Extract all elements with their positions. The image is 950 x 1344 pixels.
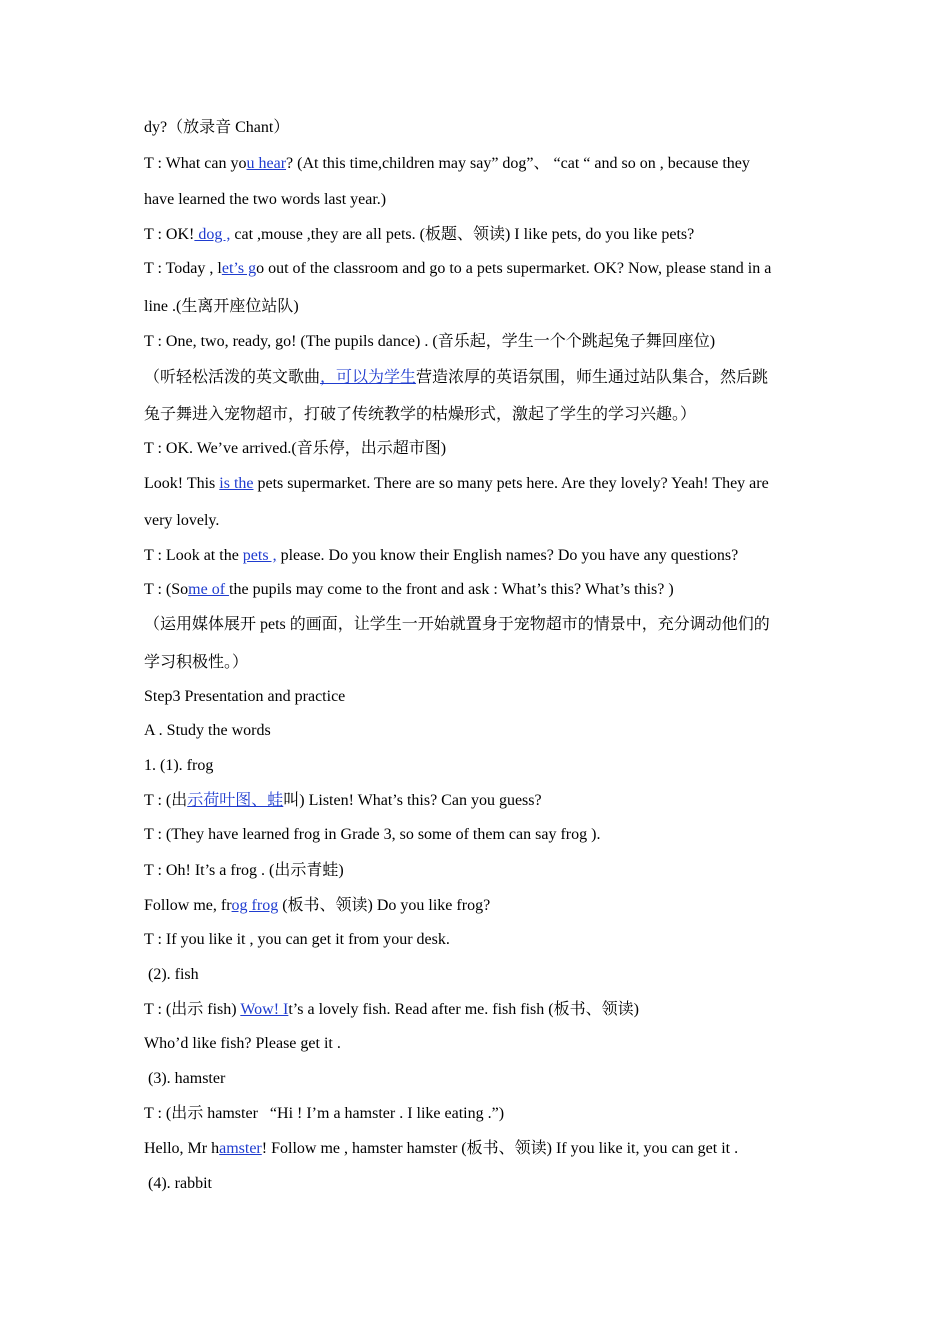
section-heading: Step3 Presentation and practice <box>144 688 346 705</box>
hyperlink[interactable]: og frog <box>231 897 279 914</box>
text-line: T : Oh! It’s a frog . (出示青蛙) <box>144 862 344 879</box>
hyperlink[interactable]: pets , <box>242 547 277 564</box>
text-line: T : One, two, ready, go! (The pupils dance) . (音乐起，学生一个个跳起兔子舞回座位) <box>144 333 716 350</box>
text-line: T : (They have learned frog in Grade 3, so some of them can say frog ). <box>144 826 601 843</box>
text-line: have learned the two words last year.) <box>144 191 387 208</box>
text-line: T : OK! dog , cat ,mouse ,they are all pets. (板题、领读) I like pets, do you like pets? <box>144 226 695 243</box>
text-line: T : (Some of the pupils may come to the front and ask : What’s this? What’s this? ) <box>144 581 674 598</box>
hyperlink[interactable]: u hear <box>246 155 287 172</box>
text-line: T : What can you hear? (At this time,children may say” dog”、 “cat “ and so on , because they <box>144 155 750 172</box>
hyperlink[interactable]: amster <box>219 1140 262 1157</box>
text-line: T : If you like it , you can get it from your desk. <box>144 931 450 948</box>
text-line: Hello, Mr hamster! Follow me , hamster hamster (板书、领读) If you like it, you can get it . <box>144 1140 739 1157</box>
text-line: Who’d like fish? Please get it . <box>144 1035 341 1052</box>
text-line: Follow me, frog frog (板书、领读) Do you like frog? <box>144 897 491 914</box>
text-line: very lovely. <box>144 512 220 529</box>
hyperlink[interactable]: me of <box>188 581 230 598</box>
text-line: dy?（放录音 Chant） <box>144 119 290 136</box>
text-line: 学习积极性。） <box>144 654 249 671</box>
text-line: （运用媒体展开 pets 的画面，让学生一开始就置身于宠物超市的情景中，充分调动他们的 <box>144 616 770 633</box>
text-line: （听轻松活泼的英文歌曲，可以为学生营造浓厚的英语氛围，师生通过站队集合，然后跳 <box>144 369 769 386</box>
text-line: T : Look at the pets , please. Do you know their English names? Do you have any questions? <box>144 547 739 564</box>
text-line: T : (出示荷叶图、蛙叫) Listen! What’s this? Can you guess? <box>144 792 542 809</box>
hyperlink[interactable]: is the <box>219 475 254 492</box>
subsection-heading: A . Study the words <box>144 722 271 739</box>
text-line: line .(生离开座位站队) <box>144 298 299 315</box>
hyperlink[interactable]: 示荷叶图、蛙 <box>187 792 284 809</box>
text-line: 1. (1). frog <box>144 757 214 774</box>
text-line: T : (出示 hamster “Hi ! I’m a hamster . I like eating .”) <box>144 1105 505 1122</box>
text-line: (4). rabbit <box>144 1175 212 1192</box>
hyperlink[interactable]: ，可以为学生 <box>320 369 417 386</box>
hyperlink[interactable]: Wow! I <box>240 1001 289 1018</box>
text-line: T : Today , let’s go out of the classroom and go to a pets supermarket. OK? Now, please stand in a <box>144 260 772 277</box>
hyperlink[interactable]: dog , <box>194 226 231 243</box>
text-line: 兔子舞进入宠物超市，打破了传统教学的枯燥形式，激起了学生的学习兴趣。） <box>144 406 697 423</box>
text-line: T : OK. We’ve arrived.(音乐停，出示超市图) <box>144 440 447 457</box>
text-line: (2). fish <box>144 966 199 983</box>
text-line: T : (出示 fish) Wow! It’s a lovely fish. Read after me. fish fish (板书、领读) <box>144 1001 639 1018</box>
hyperlink[interactable]: et’s g <box>221 260 257 277</box>
text-line: (3). hamster <box>144 1070 226 1087</box>
text-line: Look! This is the pets supermarket. There are so many pets here. Are they lovely? Yeah! They are <box>144 475 769 492</box>
